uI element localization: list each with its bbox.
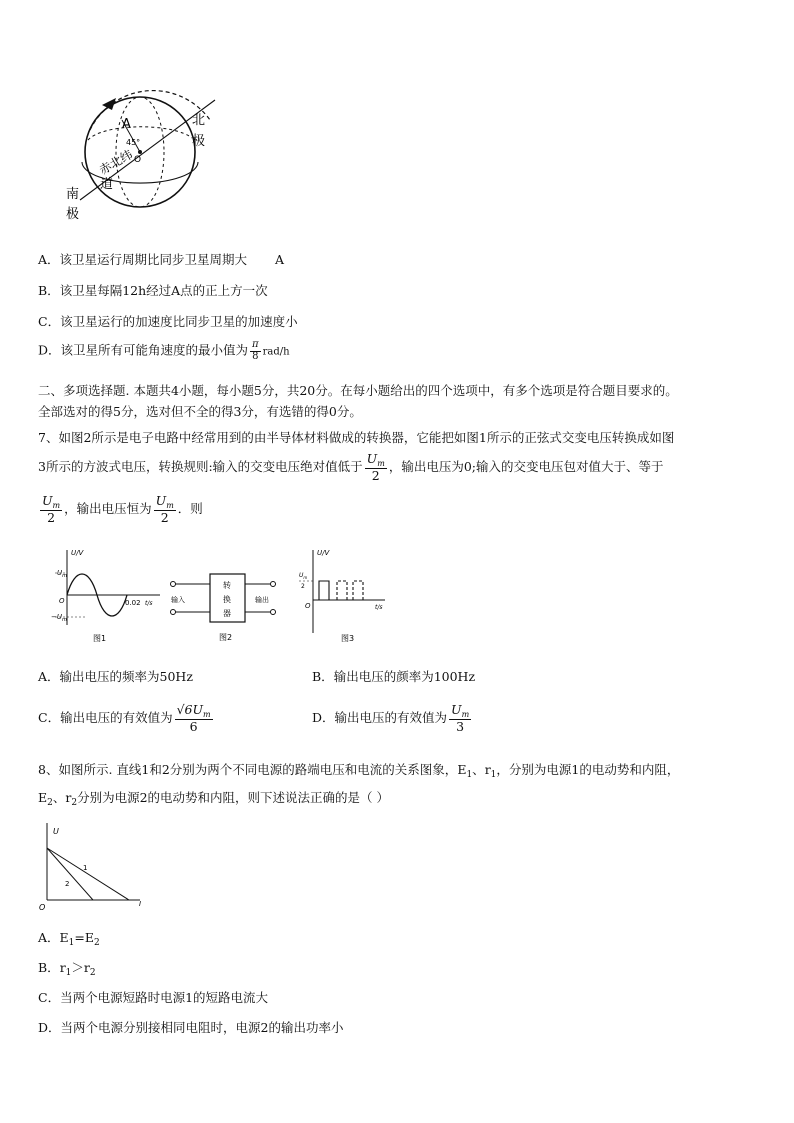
globe-label-a: A	[122, 117, 131, 132]
option-text: 输出电压的有效值为	[334, 709, 448, 725]
q7-text: ．则	[177, 500, 203, 516]
q8-option-a: A．$E_1=E_2$	[38, 930, 100, 948]
fraction-um-over-3: $\frac{U_m}{3}$	[451, 702, 470, 735]
q8-graph-o: O	[39, 903, 46, 912]
q7-stem-line2	[38, 452, 663, 483]
globe-label-north2: 极	[192, 134, 206, 149]
q6-option-c	[38, 312, 298, 330]
globe-figure	[60, 90, 230, 225]
fig3-origin: O	[305, 602, 311, 610]
fig2-box-char3: 器	[223, 609, 231, 618]
section2-line1: 二、多项选择题. 本题共4小题，每小题5分，共20分。在每小题给出的四个选项中，有多个选项是符合题目要求的。	[38, 383, 678, 398]
fig2-box-char1: 转	[223, 581, 231, 590]
section2-line2: 全部选对的得5分，选对但不全的得3分，有选错的得0分。	[38, 404, 362, 419]
fig2-box-char2: 换	[223, 595, 231, 604]
fig1-origin: O	[59, 597, 65, 605]
fig1-caption: 图1	[93, 634, 107, 643]
q8-stem-line1: 8、如图所示. 直线1和2分别为两个不同电源的路端电压和电流的关系图象，$E_1$、$r_1$，分别为电源1的电动势和内阻，	[38, 762, 680, 780]
fraction-pi-over-8: $\frac{\pi}{8}$	[252, 339, 259, 362]
q7-figure2-converter	[165, 568, 290, 648]
option-letter: D．	[38, 342, 61, 358]
q8-stem-line2: $E_2$、$r_2$分别为电源2的电动势和内阻，则下述说法正确的是（ ）	[38, 790, 390, 808]
option-text: 该卫星所有可能角速度的最小值为	[60, 342, 249, 358]
option-text: 该卫星运行的加速度比同步卫星的加速度小	[60, 314, 298, 329]
q7-option-c	[38, 703, 215, 734]
fig1-neg-um: $-U_m$	[51, 613, 67, 623]
fraction-um-over-2: $\frac{U_m}{2}$	[366, 451, 385, 484]
fig1-um: $U_m$	[57, 569, 67, 579]
globe-label-south2: 极	[66, 207, 80, 222]
globe-label-north: 北	[192, 113, 206, 128]
option-letter: C．	[38, 709, 61, 725]
fig2-output-label: 输出	[255, 596, 269, 604]
globe-label-equator: 赤北纬	[96, 147, 136, 178]
fig3-ylabel: U/V	[317, 549, 330, 557]
fig3-two: 2	[301, 583, 305, 590]
option-text: 输出电压的有效值为	[60, 709, 173, 725]
option-letter: B．	[38, 960, 60, 975]
globe-label-angle: 45°	[126, 138, 141, 147]
fraction-um-over-2: $\frac{U_m}{2}$	[155, 493, 174, 526]
q8-graph-line2: 2	[65, 880, 70, 888]
q7-stem-line3	[38, 494, 203, 525]
q7-option-b	[312, 667, 475, 685]
q8-text: ，分别为电源1的电动势和内阻，	[496, 762, 680, 777]
option-letter: A．	[38, 252, 60, 267]
q8-option-c	[38, 988, 268, 1006]
fig1-ylabel: U/V	[71, 549, 84, 557]
option-letter: D．	[312, 709, 335, 725]
option-letter: D．	[38, 1020, 61, 1035]
q6-option-a	[38, 250, 284, 268]
option-answer-mark: A	[275, 252, 285, 267]
option-text: 输出电压的颜率为100Hz	[333, 669, 476, 684]
q6-option-b	[38, 281, 268, 299]
q7-figure3-square	[295, 545, 395, 645]
globe-label-dao: 道	[100, 177, 114, 192]
fig3-caption: 图3	[341, 634, 355, 643]
q7-text: ，输出电压恒为	[64, 500, 152, 516]
globe-label-o: O	[134, 155, 142, 165]
option-letter: B．	[38, 283, 60, 298]
q7-option-d	[312, 703, 473, 734]
q8-text: 分别为电源2的电动势和内阻，则下述说法正确的是（ ）	[77, 790, 390, 805]
q8-text: 8、如图所示. 直线1和2分别为两个不同电源的路端电压和电流的关系图象，	[38, 762, 458, 777]
q8-graph-i: I	[139, 900, 142, 908]
fraction-um-over-2: $\frac{U_m}{2}$	[42, 493, 61, 526]
fig2-caption: 图2	[219, 633, 233, 642]
option-letter: C．	[38, 314, 61, 329]
option-letter: C．	[38, 990, 61, 1005]
option-text: 当两个电源短路时电源1的短路电流大	[60, 990, 269, 1005]
option-text: 该卫星运行周期比同步卫星周期大	[59, 252, 248, 267]
fig2-input-label: 输入	[171, 596, 185, 604]
fig1-t-value: 0.02	[125, 599, 141, 607]
fig1-t-label: t/s	[145, 600, 153, 607]
option-text: 输出电压的频率为50Hz	[59, 669, 193, 684]
q7-option-a	[38, 667, 193, 685]
option-unit: rad/h	[262, 346, 290, 358]
q7-stem-line1: 7、如图2所示是电子电路中经常用到的由半导体材料做成的转换器，它能把如图1所示的正弦式交变电压转换成如图	[38, 430, 675, 445]
option-text: 该卫星每隔12h经过A点的正上方一次	[59, 283, 268, 298]
q7-text: 3所示的方波式电压，转换规则:输入的交变电压绝对值低于	[38, 458, 363, 474]
globe-label-south: 南	[66, 187, 80, 202]
q8-graph-line1: 1	[83, 864, 88, 872]
option-letter: A．	[38, 930, 60, 945]
q7-figure1-sine	[45, 545, 165, 645]
q6-option-d	[38, 340, 290, 362]
fraction-sqrt6-um-over-6: $\frac{√6U_m}{6}$	[176, 702, 211, 735]
option-letter: B．	[312, 669, 334, 684]
q7-text: ，输出电压为0;输入的交变电压包对值大于、等于	[388, 458, 664, 474]
fig3-um: $U_m$	[299, 572, 308, 580]
option-text: 当两个电源分别接相同电阻时，电源2的输出功率小	[60, 1020, 344, 1035]
option-letter: A．	[38, 669, 60, 684]
q8-ui-graph	[35, 818, 155, 913]
q8-option-b: B．$r_1>r_2$	[38, 960, 96, 978]
q8-graph-u: U	[53, 827, 59, 836]
q8-option-d	[38, 1018, 344, 1036]
fig3-t-label: t/s	[375, 604, 383, 611]
